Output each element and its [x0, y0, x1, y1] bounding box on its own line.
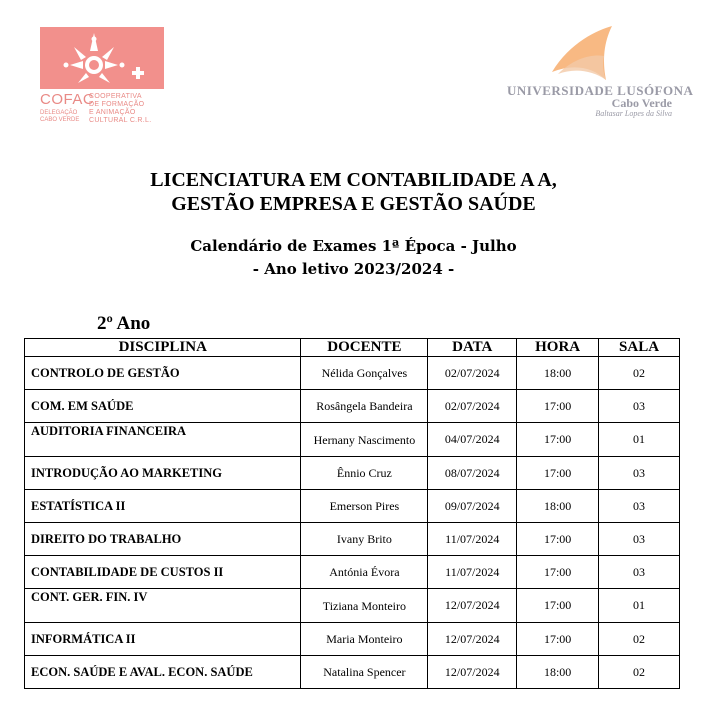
- cell-disciplina: DIREITO DO TRABALHO: [25, 523, 301, 556]
- cell-docente: Ivany Brito: [301, 523, 428, 556]
- compass-rose-icon: [40, 27, 164, 89]
- cell-disciplina: ECON. SAÚDE E AVAL. ECON. SAÚDE: [25, 656, 301, 689]
- cell-disciplina: CONT. GER. FIN. IV: [25, 589, 301, 623]
- table-row: [25, 623, 680, 656]
- cell-sala: 03: [599, 523, 680, 556]
- cell-hora: 17:00: [517, 390, 599, 423]
- cell-sala: 02: [599, 357, 680, 390]
- cofac-emblem-box: [40, 27, 164, 89]
- exam-schedule-table: [24, 338, 680, 689]
- table-row: [25, 490, 680, 523]
- cell-docente: Emerson Pires: [301, 490, 428, 523]
- table-row: [25, 423, 680, 457]
- header-sala: SALA: [599, 339, 680, 357]
- table-row: [25, 523, 680, 556]
- cell-sala: 02: [599, 623, 680, 656]
- cell-sala: 01: [599, 423, 680, 457]
- cell-docente: Hernany Nascimento: [301, 423, 428, 457]
- year-label: 2º Ano: [97, 313, 151, 334]
- cell-disciplina: INFORMÁTICA II: [25, 623, 301, 656]
- cell-data: 11/07/2024: [428, 523, 517, 556]
- cell-disciplina: CONTROLO DE GESTÃO: [25, 357, 301, 390]
- cell-disciplina: INTRODUÇÃO AO MARKETING: [25, 457, 301, 490]
- university-tagline: Baltasar Lopes da Silva: [595, 109, 672, 118]
- header-hora: HORA: [517, 339, 599, 357]
- table-row: [25, 390, 680, 423]
- cell-hora: 17:00: [517, 423, 599, 457]
- cell-hora: 18:00: [517, 656, 599, 689]
- cell-sala: 03: [599, 457, 680, 490]
- title-line-1: LICENCIATURA EM CONTABILIDADE A A,: [150, 169, 557, 191]
- cell-docente: Antónia Évora: [301, 556, 428, 589]
- cell-data: 02/07/2024: [428, 357, 517, 390]
- cell-hora: 18:00: [517, 357, 599, 390]
- page-subtitle: [0, 235, 707, 281]
- lusofona-logo: [500, 24, 694, 120]
- table-header-row: [25, 339, 680, 357]
- cofac-name: COFAC: [40, 91, 95, 108]
- cofac-description: COOPERATIVA DE FORMAÇÃO E ANIMAÇÃO CULTURAL C.R.L.: [89, 93, 152, 124]
- cell-data: 12/07/2024: [428, 589, 517, 623]
- cell-disciplina: COM. EM SAÚDE: [25, 390, 301, 423]
- cell-sala: 03: [599, 556, 680, 589]
- header-disciplina: DISCIPLINA: [25, 339, 301, 357]
- cell-sala: 01: [599, 589, 680, 623]
- cell-docente: Ênnio Cruz: [301, 457, 428, 490]
- table-row: [25, 357, 680, 390]
- table-row: [25, 457, 680, 490]
- cell-data: 12/07/2024: [428, 656, 517, 689]
- cell-docente: Rosângela Bandeira: [301, 390, 428, 423]
- cell-hora: 17:00: [517, 556, 599, 589]
- subtitle-line-1: Calendário de Exames 1ª Época - Julho: [190, 237, 517, 255]
- cell-docente: Tiziana Monteiro: [301, 589, 428, 623]
- cell-data: 11/07/2024: [428, 556, 517, 589]
- lusofona-swoosh-icon: [500, 24, 680, 84]
- cell-data: 08/07/2024: [428, 457, 517, 490]
- cell-sala: 03: [599, 390, 680, 423]
- title-line-2: GESTÃO EMPRESA E GESTÃO SAÚDE: [171, 193, 536, 215]
- university-campus: Cabo Verde: [611, 96, 672, 110]
- header-data: DATA: [428, 339, 517, 357]
- page-title: [0, 168, 707, 216]
- cell-sala: 03: [599, 490, 680, 523]
- table-row: [25, 589, 680, 623]
- cell-hora: 17:00: [517, 457, 599, 490]
- university-name: UNIVERSIDADE LUSÓFONA: [507, 83, 694, 98]
- cell-hora: 17:00: [517, 523, 599, 556]
- header-docente: DOCENTE: [301, 339, 428, 357]
- cell-hora: 18:00: [517, 490, 599, 523]
- cell-docente: Natalina Spencer: [301, 656, 428, 689]
- cell-hora: 17:00: [517, 589, 599, 623]
- cell-disciplina: AUDITORIA FINANCEIRA: [25, 423, 301, 457]
- cofac-logo: [40, 27, 164, 129]
- table-row: [25, 556, 680, 589]
- cell-disciplina: ESTATÍSTICA II: [25, 490, 301, 523]
- cell-sala: 02: [599, 656, 680, 689]
- cell-data: 12/07/2024: [428, 623, 517, 656]
- cross-icon: [132, 67, 144, 79]
- cell-data: 04/07/2024: [428, 423, 517, 457]
- cell-data: 02/07/2024: [428, 390, 517, 423]
- cell-hora: 17:00: [517, 623, 599, 656]
- cell-docente: Nélida Gonçalves: [301, 357, 428, 390]
- cell-docente: Maria Monteiro: [301, 623, 428, 656]
- subtitle-line-2: - Ano letivo 2023/2024 -: [252, 260, 455, 278]
- table-row: [25, 656, 680, 689]
- cell-disciplina: CONTABILIDADE DE CUSTOS II: [25, 556, 301, 589]
- cofac-delegation: DELEGAÇÃO CABO VERDE: [40, 110, 80, 123]
- cell-data: 09/07/2024: [428, 490, 517, 523]
